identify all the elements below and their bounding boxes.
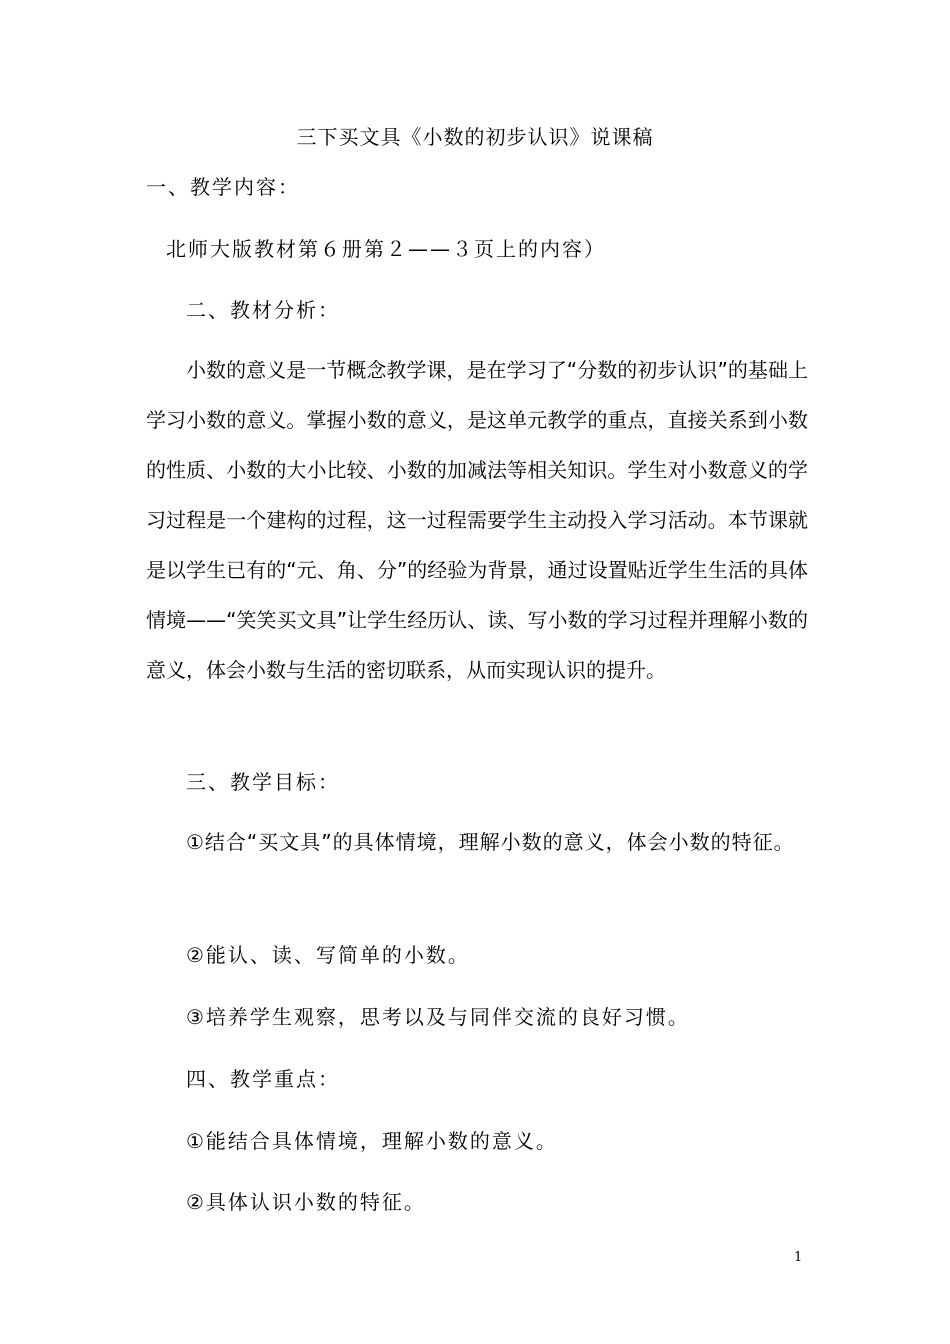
objective-3: ③培养学生观察，思考以及与同伴交流的良好习惯。 xyxy=(186,1005,690,1029)
keypoint-1: ①能结合具体情境，理解小数的意义。 xyxy=(186,1129,558,1153)
page-number: 1 xyxy=(794,1250,803,1265)
section2-heading: 二、教材分析： xyxy=(186,298,340,322)
objective-2: ②能认、读、写简单的小数。 xyxy=(186,943,470,967)
section1-heading: 一、教学内容： xyxy=(146,175,300,199)
section4-heading: 四、教学重点： xyxy=(186,1067,340,1091)
objective-1: ①结合“买文具”的具体情境，理解小数的意义，体会小数的特征。 xyxy=(186,830,795,854)
section1-text: 北师大版教材第６册第２——３页上的内容） xyxy=(166,237,606,261)
section3-heading: 三、教学目标： xyxy=(186,770,340,794)
section2-paragraph: 小数的意义是一节概念教学课，是在学习了“分数的初步认识”的基础上学习小数的意义。掌握小数的意义，是这单元教学的重点，直接关系到小数的性质、小数的大小比较、小数的加减法等相关知识。学生对小数意义的学习过程是一个建构的过程，这一过程需要学生主动投入学习活动。本节课就是以学生已有的“元、角、分”的经验为背景，通过设置贴近学生生活的具体情境——“笑笑买文具”让学生经历认、读、写小数的学习过程并理解小数的意义，体会小数与生活的密切联系，从而实现认识的提升。 xyxy=(146,358,808,682)
document-title: 三下买文具《小数的初步认识》说课稿 xyxy=(296,125,654,149)
keypoint-2: ②具体认识小数的特征。 xyxy=(186,1190,426,1214)
